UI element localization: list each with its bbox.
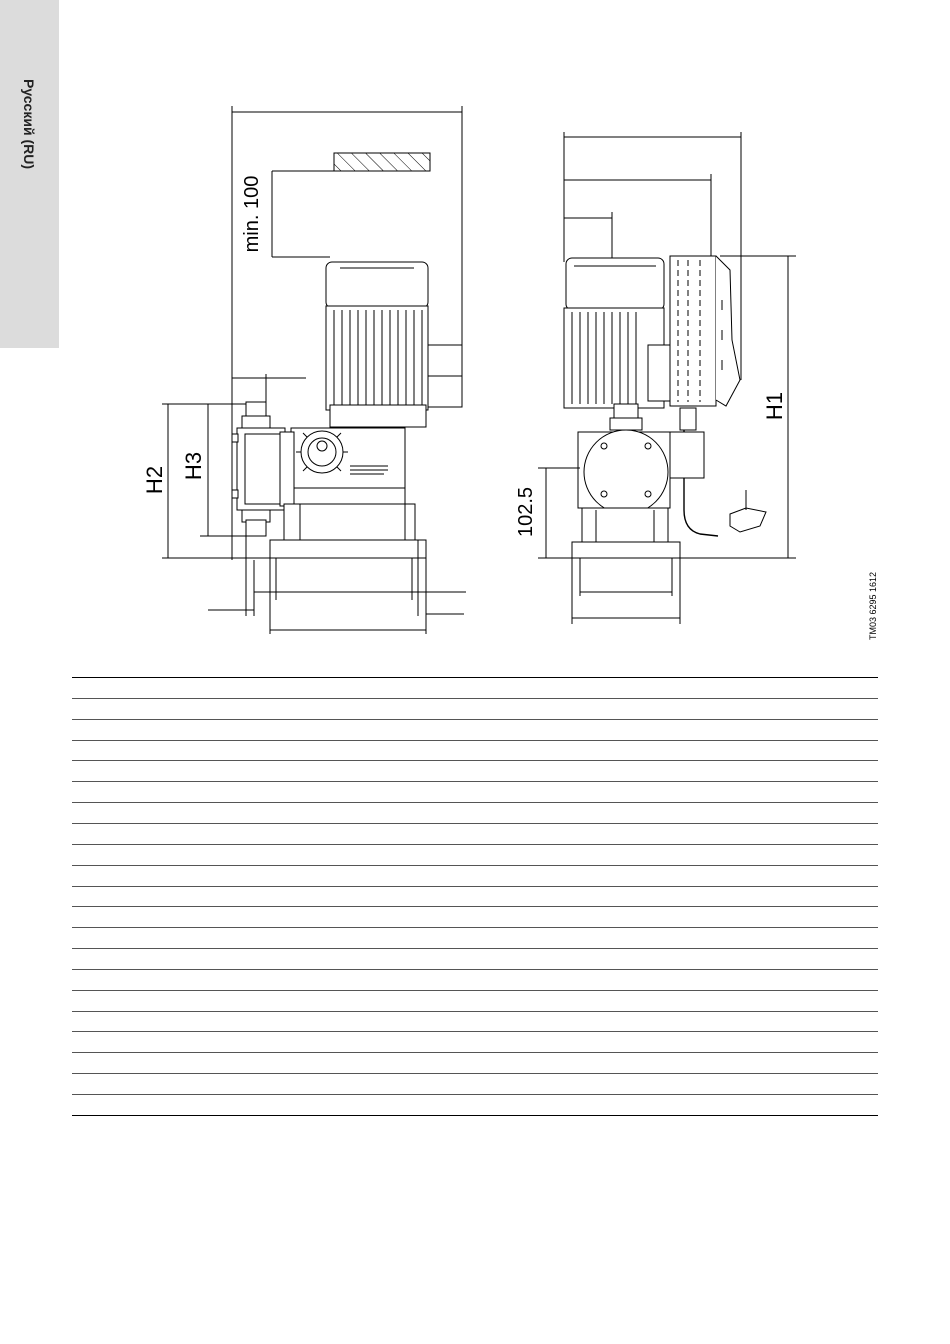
table-rule [72,698,878,699]
table-rule [72,823,878,824]
table-rule [72,781,878,782]
table-rule [72,1052,878,1053]
table-rule [72,719,878,720]
front-view [162,106,466,634]
table-rule [72,990,878,991]
table-rule [72,969,878,970]
table-rule [72,677,878,678]
dimension-102-5-label: 102.5 [515,486,537,538]
table-rule [72,927,878,928]
drawing-reference-code: TM03 6295 1612 [868,571,878,641]
table-rule [72,1031,878,1032]
h1-label: H1 [762,391,787,421]
min-clearance-label: min. 100 [241,175,263,253]
table-rule [72,740,878,741]
h3-label: H3 [181,451,206,481]
table-rule [72,1011,878,1012]
h2-label: H2 [142,465,167,495]
table-rule [72,906,878,907]
table-rule [72,760,878,761]
table-rule [72,802,878,803]
table-rule [72,948,878,949]
table-rule [72,865,878,866]
side-view [538,132,796,624]
table-rule [72,844,878,845]
language-tab-label: Русский (RU) [21,78,37,170]
table-rule [72,1073,878,1074]
table-rule [72,886,878,887]
table-rule [72,1094,878,1095]
table-rule [72,1115,878,1116]
